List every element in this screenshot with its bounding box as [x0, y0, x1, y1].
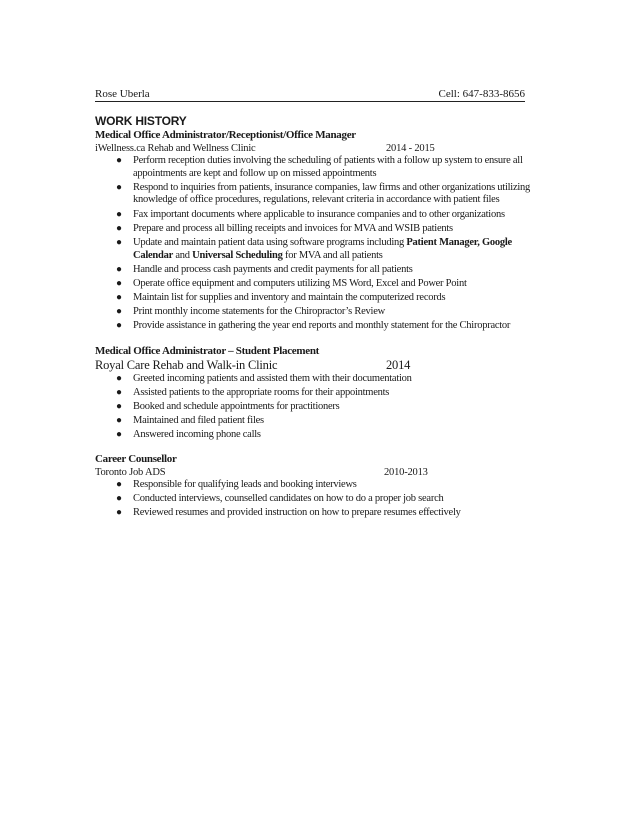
list-item: ● Responsible for qualifying leads and booking interviews	[116, 478, 357, 490]
job-title: Career Counsellor	[95, 452, 177, 465]
list-item: ● Maintained and filed patient files	[116, 415, 264, 427]
list-item: ● Update and maintain patient data using software programs including Patient Manager, Google Calendar and Universal Scheduling for MVA and all patients	[116, 236, 512, 261]
bullet-icon: ●	[116, 155, 122, 166]
software-name: Universal Scheduling	[192, 249, 283, 261]
list-item: ● Operate office equipment and computers utilizing MS Word, Excel and Power Point	[116, 277, 467, 289]
list-item: ● Greeted incoming patients and assisted them with their documentation	[116, 372, 412, 384]
section-title-work-history: WORK HISTORY	[95, 114, 187, 128]
list-item: ● Print monthly income statements for the Chiropractor’s Review	[116, 306, 385, 318]
bullet-icon: ●	[116, 492, 122, 504]
job-title: Medical Office Administrator/Receptionist/Office Manager	[95, 129, 356, 141]
employer-row	[95, 466, 545, 479]
duties-list	[95, 479, 545, 520]
bullet-icon: ●	[116, 292, 122, 304]
list-item: ● Assisted patients to the appropriate rooms for their appointments	[116, 386, 390, 398]
list-item: ● Answered incoming phone calls	[116, 429, 261, 441]
bullet-icon: ●	[116, 386, 122, 398]
software-names: Patient Manager, Google Calendar	[133, 236, 512, 261]
bullet-icon: ●	[116, 506, 122, 518]
job-dates: 2014 - 2015	[386, 143, 435, 154]
list-item: ● Booked and schedule appointments for practitioners	[116, 401, 340, 413]
list-item: ● Prepare and process all billing receipts and invoices for MVA and WSIB patients	[116, 222, 453, 234]
list-item: ● Conducted interviews, counselled candidates on how to do a proper job search	[116, 492, 444, 504]
list-item: ● Fax important documents where applicable to insurance companies and to other organizations	[116, 208, 505, 220]
bullet-icon: ●	[116, 181, 122, 193]
bullet-icon: ●	[116, 478, 122, 490]
bullet-icon: ●	[116, 222, 122, 234]
job-dates: 2010-2013	[384, 466, 428, 478]
list-item: ● Maintain list for supplies and inventory and maintain the computerized records	[116, 292, 446, 304]
candidate-phone: Cell: 647-833-8656	[438, 88, 525, 100]
bullet-icon: ●	[116, 263, 122, 275]
resume-header	[95, 87, 525, 102]
duties-list	[95, 155, 545, 333]
employer-name: iWellness.ca Rehab and Wellness Clinic	[95, 143, 256, 154]
bullet-icon: ●	[116, 306, 122, 318]
list-item: ● Provide assistance in gathering the year end reports and monthly statement for the Chiropractor	[116, 320, 511, 332]
employer-row	[95, 142, 545, 155]
duties-list	[95, 373, 545, 442]
bullet-icon: ●	[116, 208, 122, 220]
list-item: ● Respond to inquiries from patients, insurance companies, law firms and other organizations utilizing knowledge of office procedures, regulations, relevant criteria in accordance with patient files	[116, 181, 531, 206]
bullet-icon: ●	[116, 372, 122, 384]
employer-row	[95, 358, 545, 373]
job-dates: 2014	[386, 357, 411, 372]
list-item: ● Perform reception duties involving the scheduling of patients with a follow up system to ensure all appointments are kept and follow up on missed appointments	[116, 155, 523, 179]
employer-name: Toronto Job ADS	[95, 466, 166, 478]
job-entry	[95, 129, 545, 333]
bullet-icon: ●	[116, 429, 122, 441]
bullet-icon: ●	[116, 277, 122, 289]
resume-content	[95, 114, 545, 521]
job-entry	[95, 453, 545, 520]
bullet-icon: ●	[116, 320, 122, 332]
bullet-icon: ●	[116, 236, 122, 248]
bullet-icon: ●	[116, 415, 122, 427]
bullet-icon: ●	[116, 401, 122, 413]
list-item: ● Handle and process cash payments and credit payments for all patients	[116, 263, 413, 275]
employer-name: Royal Care Rehab and Walk-in Clinic	[95, 357, 278, 372]
job-title: Medical Office Administrator – Student Placement	[95, 344, 319, 357]
candidate-name: Rose Uberla	[95, 88, 150, 100]
job-entry	[95, 345, 545, 442]
list-item: ● Reviewed resumes and provided instruction on how to prepare resumes effectively	[116, 506, 461, 518]
